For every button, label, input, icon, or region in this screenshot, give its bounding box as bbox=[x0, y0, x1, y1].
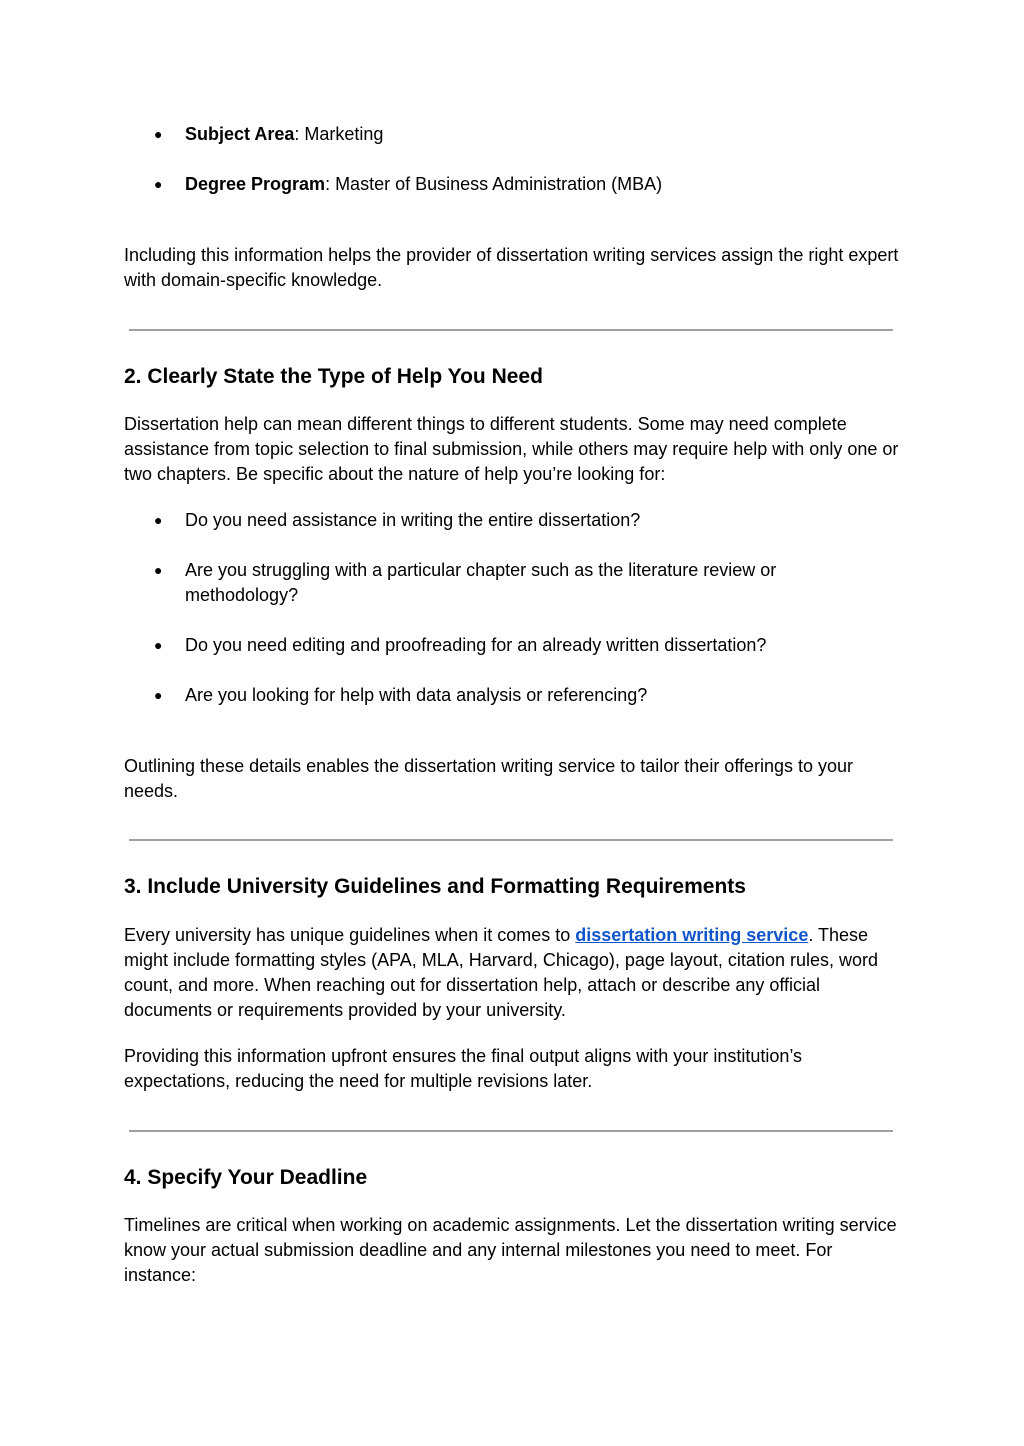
section-4-heading: 4. Specify Your Deadline bbox=[124, 1166, 368, 1189]
section-2-closing: Outlining these details enables the dissertation writing service to tailor their offerings to your needs. bbox=[124, 756, 854, 801]
bullet-icon: ● bbox=[154, 687, 163, 703]
list-item-value: : Master of Business Administration (MBA) bbox=[325, 174, 663, 194]
bullet-icon: ● bbox=[154, 176, 163, 192]
bullet-icon: ● bbox=[154, 562, 163, 578]
bullet-icon: ● bbox=[154, 512, 163, 528]
section-3-paragraph-1 bbox=[124, 923, 904, 1023]
list-item-text bbox=[185, 172, 885, 197]
intro-paragraph: Including this information helps the provider of dissertation writing services assign the right expert with domain-specific knowledge. bbox=[124, 245, 899, 290]
list-item-text: Do you need assistance in writing the entire dissertation? bbox=[185, 510, 641, 530]
section-3-heading: 3. Include University Guidelines and Formatting Requirements bbox=[124, 875, 746, 898]
section-2-paragraph: Dissertation help can mean different things to different students. Some may need complete assistance from topic selection to final submission, while others may require help with only one or two chapters. Be specific about the nature of help you’re looking for: bbox=[124, 414, 899, 484]
horizontal-rule bbox=[129, 1130, 893, 1132]
bullet-icon: ● bbox=[154, 126, 163, 142]
list-item-text: Are you looking for help with data analysis or referencing? bbox=[185, 685, 648, 705]
paragraph-text: Every university has unique guidelines when it comes to bbox=[124, 925, 576, 945]
section-2-heading: 2. Clearly State the Type of Help You Need bbox=[124, 365, 543, 388]
list-item-text: Are you struggling with a particular chapter such as the literature review or methodology? bbox=[185, 560, 777, 605]
list-item-label: Degree Program bbox=[185, 174, 326, 194]
list-item-text: Do you need editing and proofreading for an already written dissertation? bbox=[185, 635, 767, 655]
section-3-paragraph-2: Providing this information upfront ensures the final output aligns with your institution’s expectations, reducing the need for multiple revisions later. bbox=[124, 1046, 803, 1091]
bullet-icon: ● bbox=[154, 637, 163, 653]
list-item-text bbox=[185, 122, 885, 147]
list-item-value: : Marketing bbox=[294, 124, 384, 144]
section-4-paragraph: Timelines are critical when working on academic assignments. Let the dissertation writing service know your actual submission deadline and any internal milestones you need to meet. For instance: bbox=[124, 1215, 897, 1285]
dissertation-writing-service-link[interactable]: dissertation writing service bbox=[575, 925, 809, 945]
horizontal-rule bbox=[129, 839, 893, 841]
paragraph-text: . These might include formatting styles (APA, MLA, Harvard, Chicago), page layout, citation rules, word count, and more. When reaching out for dissertation help, attach or describe any official documents or requirements provided by your university. bbox=[124, 925, 878, 1020]
list-item-label: Subject Area bbox=[185, 124, 295, 144]
horizontal-rule bbox=[129, 329, 893, 331]
